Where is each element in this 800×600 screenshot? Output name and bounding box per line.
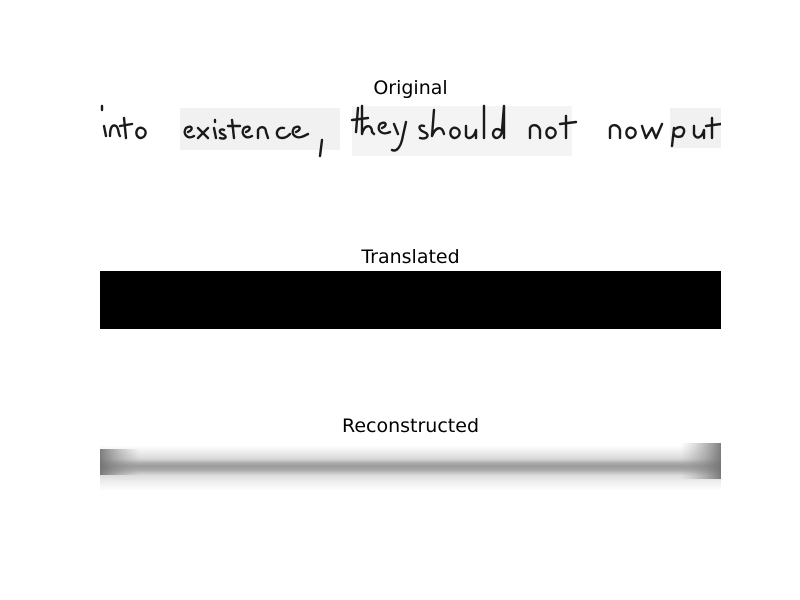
- reconstructed-image: [100, 439, 721, 497]
- translated-image: [100, 271, 721, 329]
- panel-title-translated: Translated: [361, 246, 460, 268]
- original-handwriting-image: [100, 100, 721, 158]
- panel-title-reconstructed: Reconstructed: [342, 415, 479, 437]
- panel-title-original: Original: [373, 77, 448, 99]
